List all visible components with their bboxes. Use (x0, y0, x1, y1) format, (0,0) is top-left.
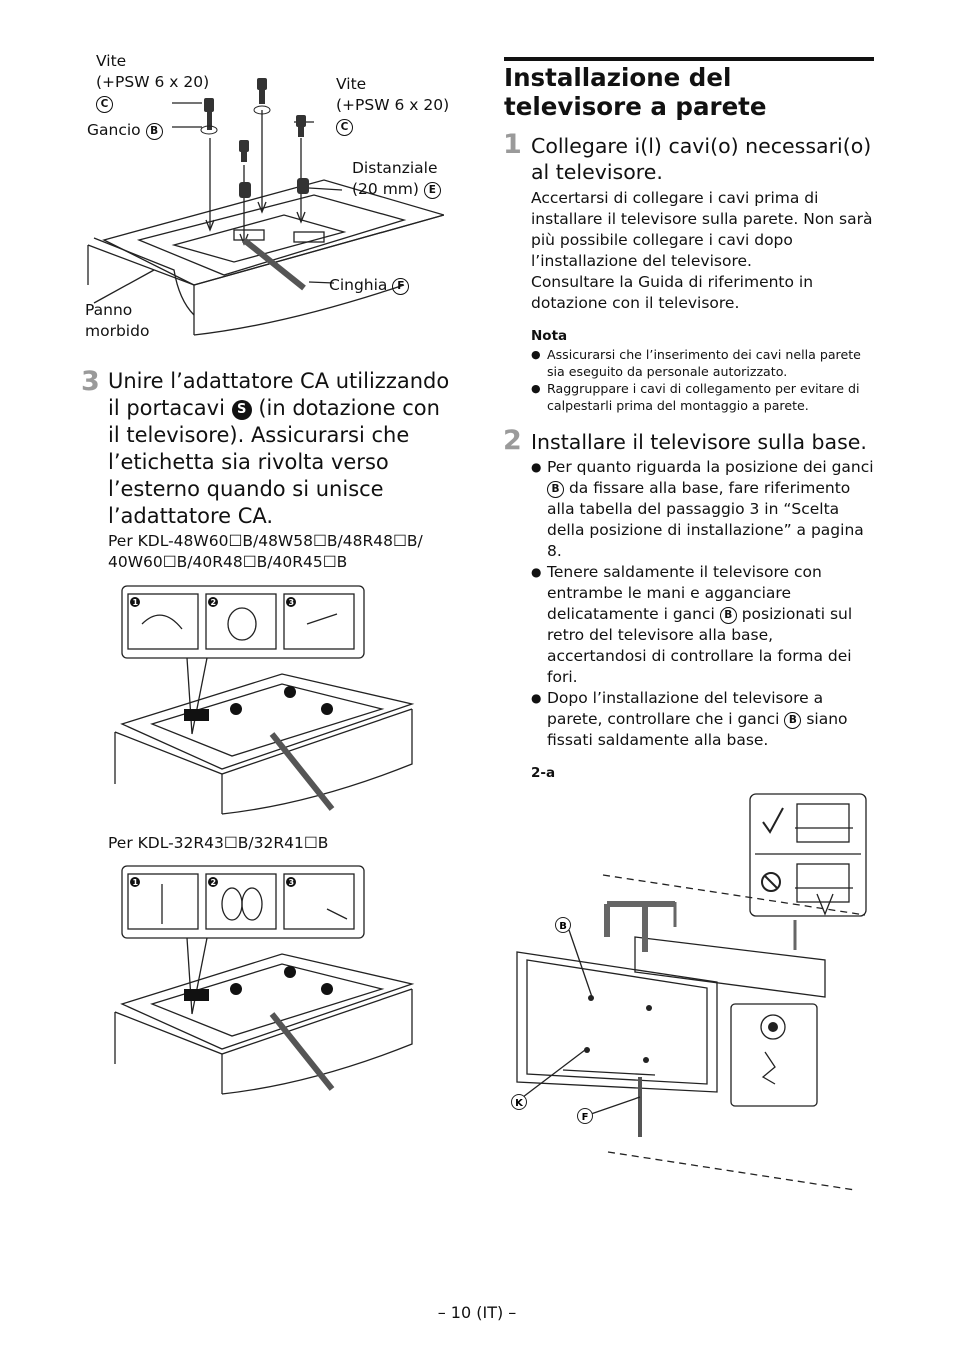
marker-b: B (559, 921, 567, 932)
step-3-text: Unire l’adattatore CA utilizzando il portacavi S (in dotazione con il televisore). Assicurarsi che l’etichetta sia rivolta verso l’esterno quando si unisce l’adattatore CA. (108, 369, 450, 528)
bullet-item: ● Tenere saldamente il televisore con entrambe le mani e agganciare delicatamente i ganci B posizionati sul retro del televisore alla base, accertandosi di controllare la forma dei fori. (531, 562, 876, 688)
screw-c-left-label: Vite (+PSW 6 x 20) C (96, 51, 209, 114)
spacer-e-label: Distanziale (20 mm) E (352, 158, 441, 200)
sub-step-1: 1 (132, 598, 139, 607)
hook-b-label: Gancio B (87, 120, 163, 141)
sub-step-1: 1 (132, 878, 139, 887)
note-item: ● Raggruppare i cavi di collegamento per evitare di calpestarli prima del montaggio a parete. (531, 380, 871, 414)
step-2-title: Installare il televisore sulla base. (531, 430, 867, 454)
marker-f: F (392, 278, 409, 295)
note-item: ● Assicurarsi che l’inserimento dei cavi nella parete sia eseguito da personale autorizzato. (531, 346, 871, 380)
marker-s: S (232, 400, 252, 420)
sub-step-2: 2 (210, 878, 217, 887)
ac-adapter-illustration-a (112, 584, 422, 816)
section-title: Installazione del televisore a parete (504, 57, 874, 121)
sub-step-2: 2 (210, 598, 217, 607)
marker-c: C (96, 96, 113, 113)
wall-mount-illustration (505, 792, 875, 1192)
marker-b: B (720, 607, 737, 624)
marker-b: B (784, 712, 801, 729)
step-1-title: Collegare i(l) cavi(o) necessari(o) al televisore. (531, 134, 872, 184)
figure-label-2a: 2-a (531, 765, 556, 781)
step-3-number: 3 (81, 366, 100, 397)
step-2-bullets (531, 457, 876, 751)
soft-cloth-label: Panno morbido (85, 301, 150, 340)
page-number: – 10 (IT) – (437, 1303, 517, 1322)
models-a: Per KDL-48W60☐B/48W58☐B/48R48☐B/ 40W60☐B/40R48☐B/40R45☐B (108, 532, 423, 571)
marker-b: B (146, 123, 163, 140)
note-list (531, 346, 871, 414)
models-b: Per KDL-32R43☐B/32R41☐B (108, 834, 329, 852)
note-title: Nota (531, 328, 568, 344)
bullet-item: ● Dopo l’installazione del televisore a parete, controllare che i ganci B siano fissati saldamente alla base. (531, 688, 876, 751)
step-2-number: 2 (503, 425, 522, 456)
marker-b: B (547, 481, 564, 498)
step-1-body: Accertarsi di collegare i cavi prima di installare il televisore sulla parete. Non sarà più possibile collegare i cavi dopo l’installazione del televisore. Consultare la Guida di riferimento in dotazione con il televisore. (531, 189, 873, 312)
screw-c-right-label: Vite (+PSW 6 x 20) C (336, 74, 449, 137)
marker-f: F (581, 1112, 589, 1123)
marker-k: K (515, 1098, 523, 1109)
sub-step-3: 3 (288, 598, 295, 607)
sub-step-3: 3 (288, 878, 295, 887)
strap-f-label: Cinghia F (329, 275, 409, 296)
bullet-item: ● Per quanto riguarda la posizione dei ganci B da fissare alla base, fare riferimento alla tabella del passaggio 3 in “Scelta della posizione di installazione” a pagina 8. (531, 457, 876, 562)
marker-e: E (424, 182, 441, 199)
ac-adapter-illustration-b (112, 864, 422, 1096)
step-1-number: 1 (503, 129, 522, 160)
marker-c: C (336, 119, 353, 136)
